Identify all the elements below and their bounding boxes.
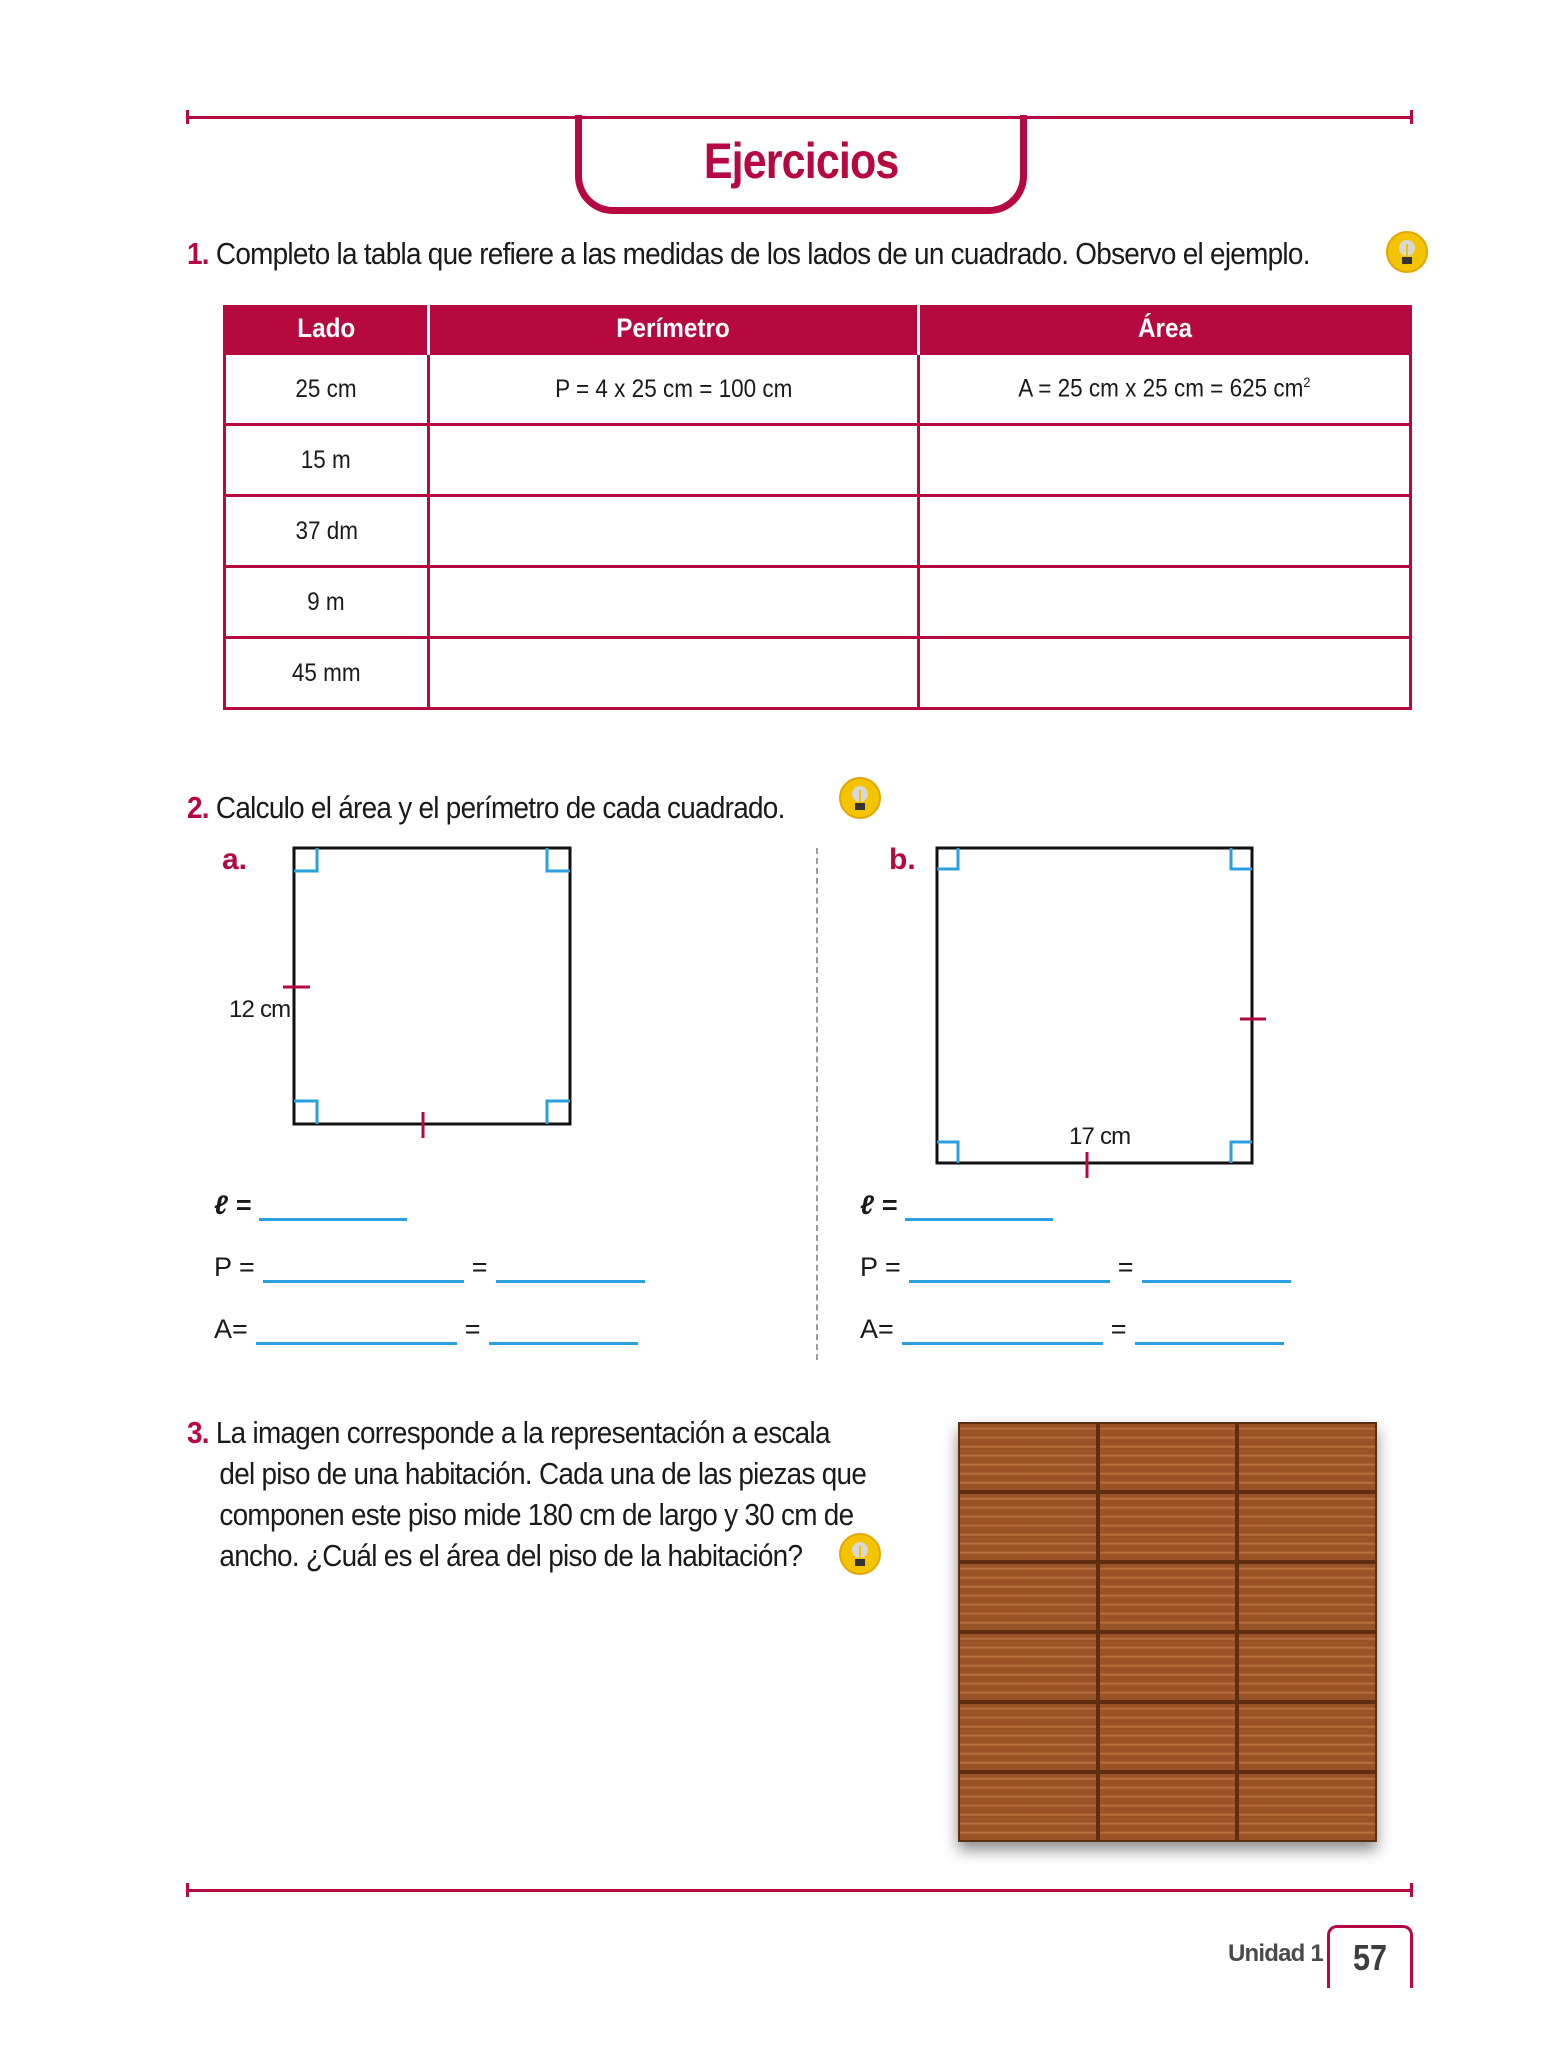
area-result-line[interactable]: [489, 1318, 638, 1345]
wood-plank: [958, 1492, 1098, 1562]
cell-area: A = 25 cm x 25 cm = 625 $cm^2$: [919, 354, 1411, 425]
wood-floor-illustration: [958, 1422, 1377, 1842]
cell-lado: 15 m: [225, 425, 429, 496]
cell-lado: 25 cm: [225, 354, 429, 425]
bottom-rule-cap-left: [186, 1883, 189, 1897]
bottom-rule-cap-right: [1410, 1883, 1413, 1897]
exercise-3-prompt: [187, 1412, 942, 1576]
exercise-1-text: Completo la tabla que refiere a las medidas de los lados de un cuadrado. Observo el ejemplo.: [215, 236, 1310, 271]
wood-plank: [1098, 1772, 1238, 1842]
part-b-area-answer: [860, 1314, 1292, 1345]
wood-plank: [958, 1702, 1098, 1772]
area-work-line[interactable]: [256, 1318, 457, 1345]
lightbulb-icon: [1385, 230, 1429, 274]
perimeter-label: P =: [214, 1252, 255, 1282]
cell-perimetro: P = 4 x 25 cm = 100 cm: [428, 354, 919, 425]
perimeter-label: P =: [860, 1252, 901, 1282]
column-header-lado: Lado: [225, 305, 429, 354]
equals-sign: =: [471, 1252, 488, 1282]
cell-lado: 45 mm: [225, 638, 429, 709]
table-row: [225, 354, 1411, 425]
cell-perimetro-input[interactable]: [428, 496, 919, 567]
square-a-side-label: 12 cm: [229, 996, 291, 1023]
cell-area-input[interactable]: [919, 638, 1411, 709]
top-rule-cap-right: [1410, 110, 1413, 124]
part-a-side-answer: [214, 1190, 415, 1221]
cell-lado: 37 dm: [225, 496, 429, 567]
area-work-line[interactable]: [902, 1318, 1103, 1345]
section-title-box: [575, 115, 1027, 214]
wood-plank: [958, 1632, 1098, 1702]
part-b-label: b.: [889, 843, 916, 876]
exercise-1-prompt: [187, 236, 1434, 272]
table-row: [225, 425, 1411, 496]
exercise-2-number: 2.: [187, 790, 209, 825]
part-a-area-answer: [214, 1314, 646, 1345]
wood-plank: [1098, 1562, 1238, 1632]
exercise-3-line: ancho. ¿Cuál es el área del piso de la habitación?: [219, 1538, 803, 1573]
column-divider: [816, 848, 818, 1360]
part-b-side-answer: [860, 1190, 1061, 1221]
part-a-perimeter-answer: [214, 1252, 653, 1283]
wood-plank: [1098, 1702, 1238, 1772]
side-label: ℓ =: [214, 1190, 252, 1220]
right-angle-markers: [294, 848, 570, 1124]
exercise-3-line: componen este piso mide 180 cm de largo y 30 cm de: [219, 1497, 854, 1532]
square-b-side-label: 17 cm: [1069, 1123, 1131, 1150]
square-a-figure: [280, 840, 590, 1150]
page-number: 57: [1352, 1937, 1388, 1978]
area-label: A=: [214, 1314, 248, 1344]
page-number-box: [1327, 1925, 1413, 1988]
wood-plank: [958, 1422, 1098, 1492]
wood-plank: [1237, 1632, 1377, 1702]
cell-area-input[interactable]: [919, 567, 1411, 638]
exercise-1-number: 1.: [187, 236, 209, 271]
wood-plank: [958, 1772, 1098, 1842]
area-result-line[interactable]: [1135, 1318, 1284, 1345]
table-header-row: [225, 305, 1411, 354]
exercise-2-prompt: [187, 790, 851, 826]
table-row: [225, 496, 1411, 567]
table-row: [225, 567, 1411, 638]
exercise-3-line: La imagen corresponde a la representación a escala: [215, 1415, 830, 1450]
side-answer-line[interactable]: [905, 1194, 1053, 1221]
side-answer-line[interactable]: [259, 1194, 407, 1221]
area-label: A=: [860, 1314, 894, 1344]
exercise-3-number: 3.: [187, 1415, 209, 1450]
equals-sign: =: [464, 1314, 481, 1344]
wood-plank: [1098, 1422, 1238, 1492]
wood-plank: [1237, 1772, 1377, 1842]
right-angle-markers: [937, 848, 1252, 1163]
cell-lado: 9 m: [225, 567, 429, 638]
wood-plank: [958, 1562, 1098, 1632]
wood-plank: [1098, 1492, 1238, 1562]
part-b-perimeter-answer: [860, 1252, 1299, 1283]
cell-perimetro-input[interactable]: [428, 638, 919, 709]
wood-plank: [1098, 1632, 1238, 1702]
cell-perimetro-input[interactable]: [428, 567, 919, 638]
table-row: [225, 638, 1411, 709]
unit-label: Unidad 1: [1228, 1940, 1323, 1967]
exercise-2-text: Calculo el área y el perímetro de cada cuadrado.: [215, 790, 785, 825]
cell-area-input[interactable]: [919, 425, 1411, 496]
column-header-area: Área: [919, 305, 1411, 354]
column-header-perimetro: Perímetro: [428, 305, 919, 354]
cell-perimetro-input[interactable]: [428, 425, 919, 496]
perimeter-work-line[interactable]: [263, 1256, 464, 1283]
measurements-table: [223, 305, 1412, 710]
wood-plank: [1237, 1562, 1377, 1632]
cell-area-input[interactable]: [919, 496, 1411, 567]
wood-plank: [1237, 1702, 1377, 1772]
wood-plank: [1237, 1422, 1377, 1492]
lightbulb-icon: [838, 1532, 882, 1576]
perimeter-work-line[interactable]: [909, 1256, 1110, 1283]
bottom-rule: [187, 1889, 1412, 1892]
equals-sign: =: [1117, 1252, 1134, 1282]
perimeter-result-line[interactable]: [496, 1256, 645, 1283]
side-label: ℓ =: [860, 1190, 898, 1220]
top-rule-cap-left: [186, 110, 189, 124]
exercise-3-line: del piso de una habitación. Cada una de las piezas que: [219, 1456, 867, 1491]
perimeter-result-line[interactable]: [1142, 1256, 1291, 1283]
lightbulb-icon: [838, 776, 882, 820]
part-a-label: a.: [222, 843, 248, 876]
wood-plank: [1237, 1492, 1377, 1562]
equals-sign: =: [1110, 1314, 1127, 1344]
section-title: Ejercicios: [703, 133, 899, 189]
